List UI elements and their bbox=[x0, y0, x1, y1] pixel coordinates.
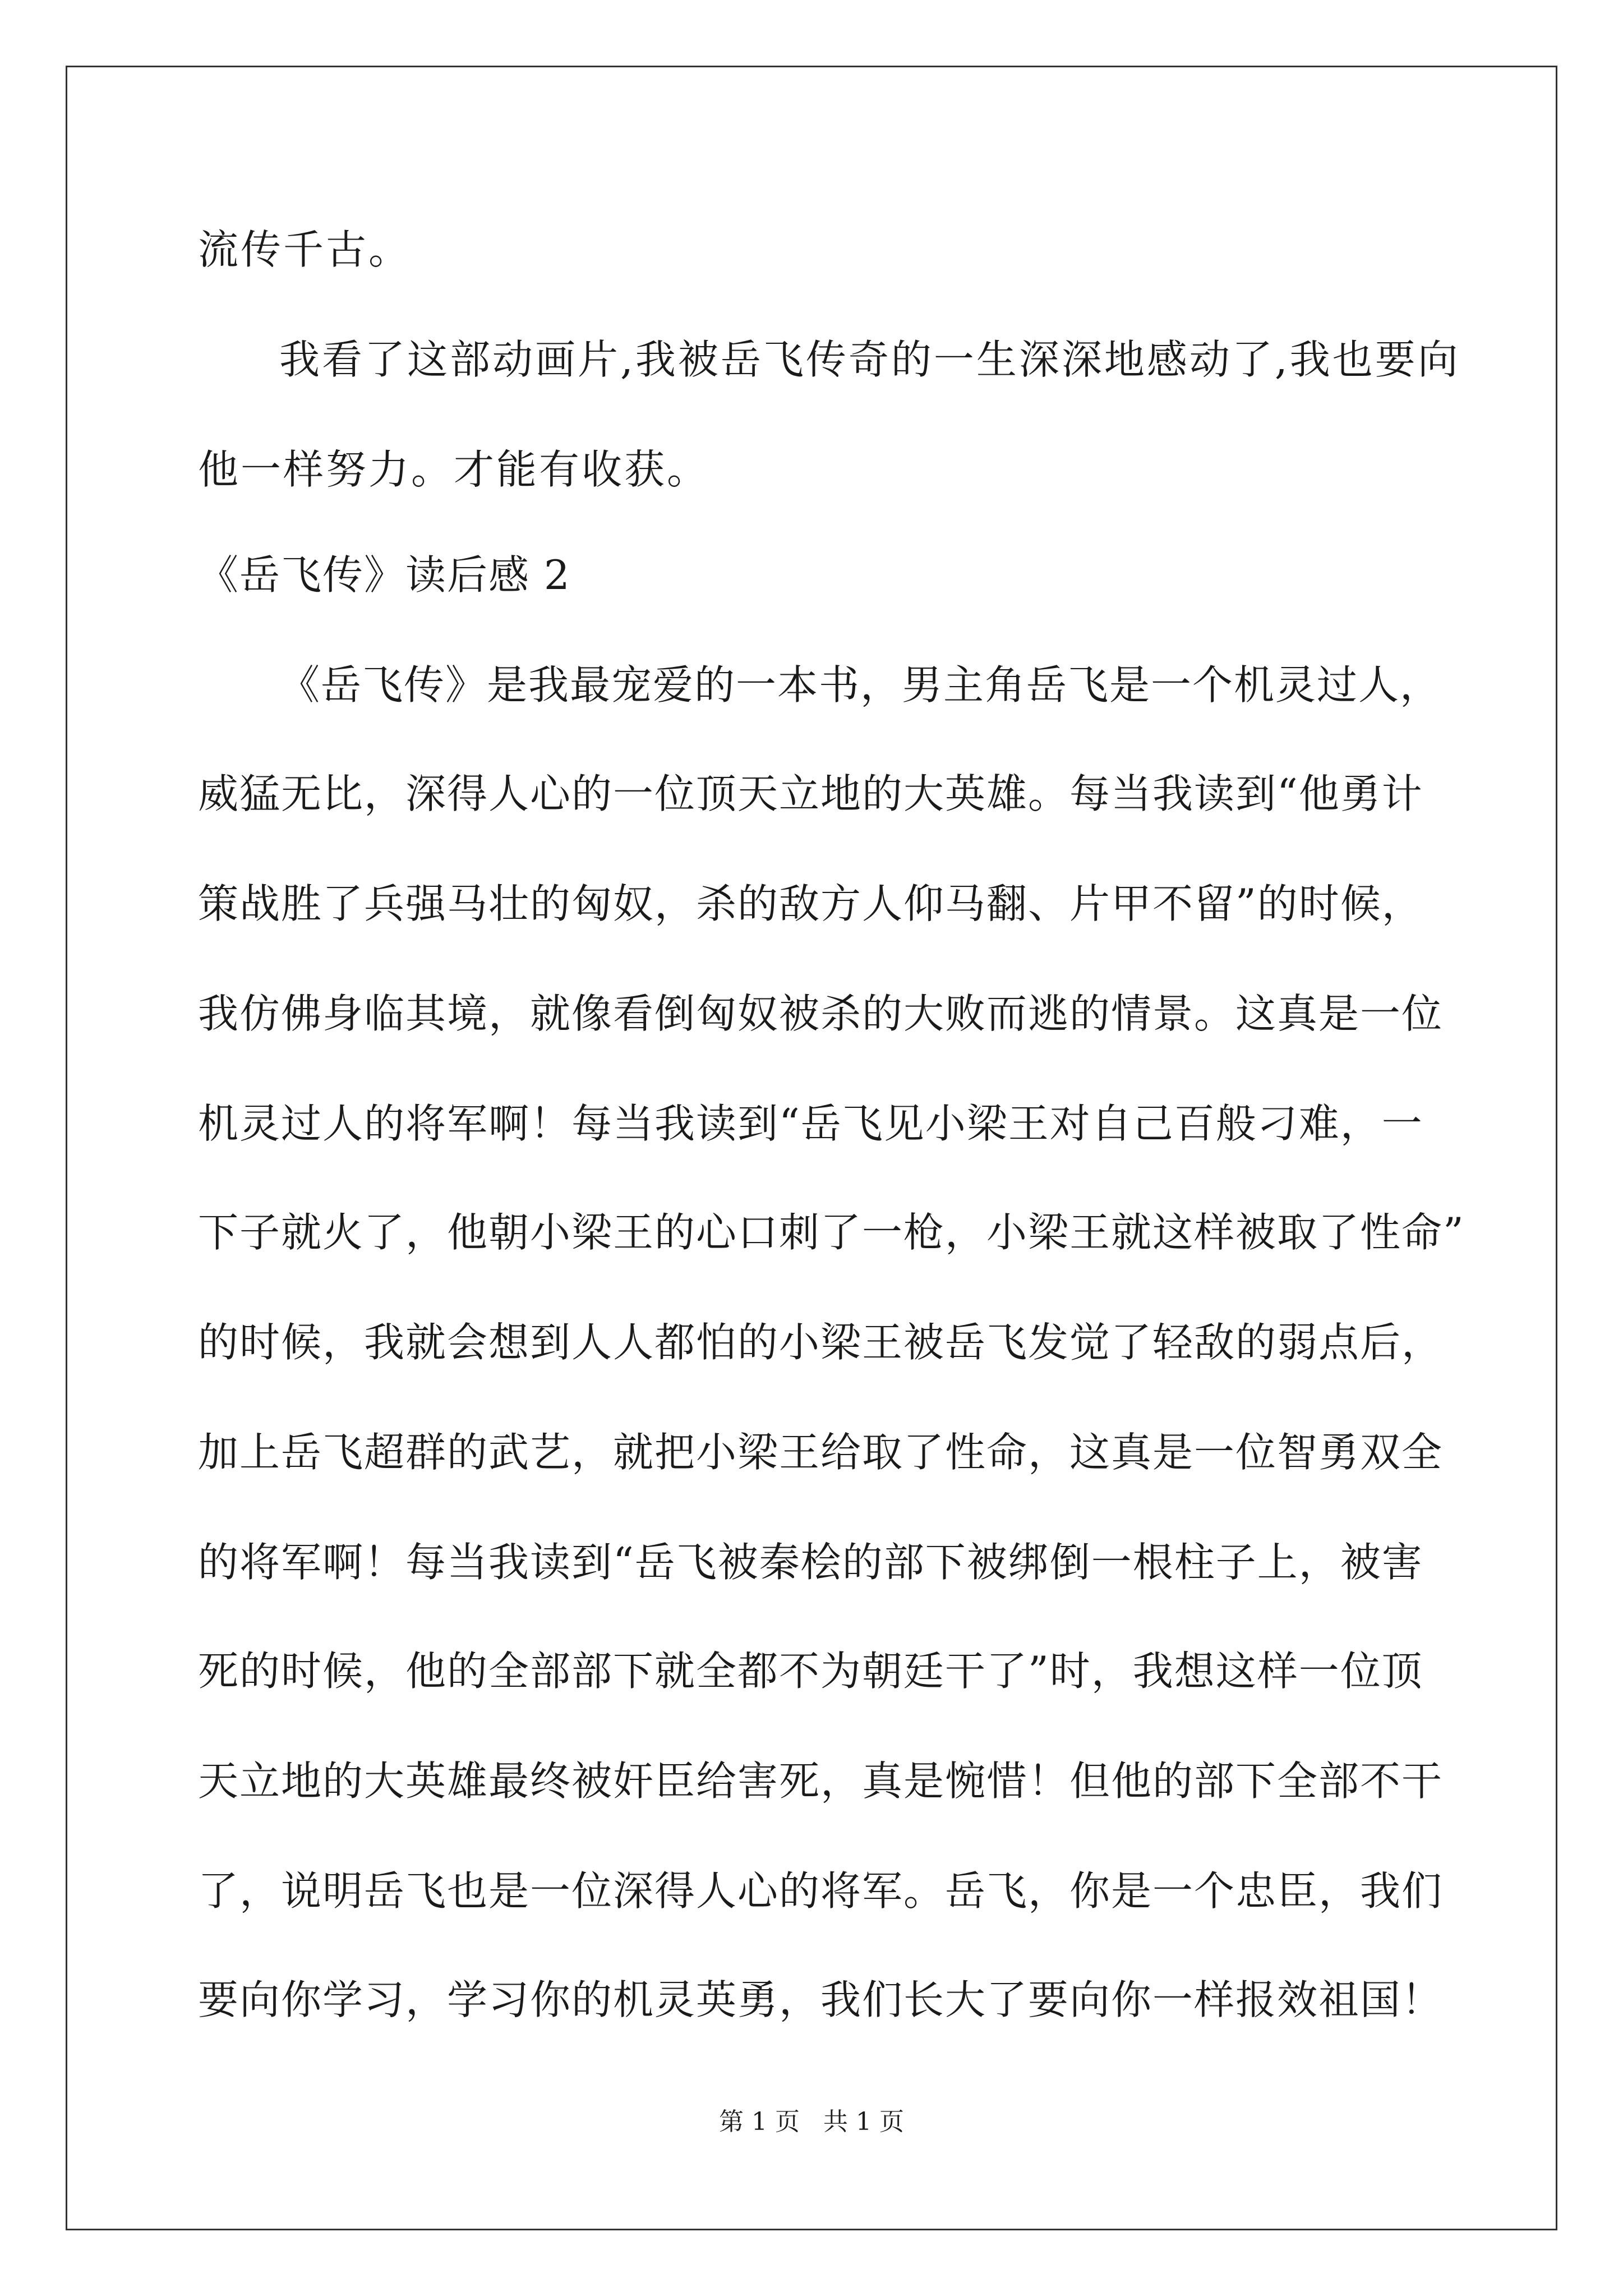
text-line-8: 我仿佛身临其境，就像看倒匈奴被杀的大败而逃的情景。这真是一位 bbox=[198, 990, 1444, 1037]
text-line-7: 策战胜了兵强马壮的匈奴，杀的敌方人仰马翻、片甲不留”的时候， bbox=[198, 880, 1423, 927]
text-line-1: 流传千古。 bbox=[198, 226, 412, 273]
text-line-12: 加上岳飞超群的武艺，就把小梁王给取了性命，这真是一位智勇双全 bbox=[198, 1429, 1444, 1476]
text-line-14: 死的时候，他的全部部下就全都不为朝廷干了”时，我想这样一位顶 bbox=[198, 1648, 1423, 1695]
text-line-6: 威猛无比，深得人心的一位顶天立地的大英雄。每当我读到“他勇计 bbox=[198, 770, 1423, 817]
page-number-footer: 第 1 页 共 1 页 bbox=[719, 2108, 904, 2136]
text-line-11: 的时候，我就会想到人人都怕的小梁王被岳飞发觉了轻敌的弱点后， bbox=[198, 1319, 1444, 1366]
text-line-9: 机灵过人的将军啊！每当我读到“岳飞见小梁王对自己百般刁难，一 bbox=[198, 1100, 1423, 1147]
text-line-3: 他一样努力。才能有收获。 bbox=[198, 446, 710, 493]
text-line-10: 下子就火了，他朝小梁王的心口刺了一枪，小梁王就这样被取了性命” bbox=[198, 1209, 1465, 1256]
text-line-16: 了，说明岳飞也是一位深得人心的将军。岳飞，你是一个忠臣，我们 bbox=[198, 1867, 1444, 1915]
text-line-5: 《岳飞传》是我最宠爱的一本书，男主角岳飞是一个机灵过人， bbox=[279, 661, 1442, 708]
text-line-17: 要向你学习，学习你的机灵英勇，我们长大了要向你一样报效祖国！ bbox=[198, 1976, 1444, 2023]
text-line-13: 的将军啊！每当我读到“岳飞被秦桧的部下被绑倒一根柱子上，被害 bbox=[198, 1539, 1423, 1586]
text-line-2: 我看了这部动画片,我被岳飞传奇的一生深深地感动了,我也要向 bbox=[279, 336, 1460, 383]
section-heading: 《岳飞传》读后感 2 bbox=[198, 551, 571, 599]
text-line-15: 天立地的大英雄最终被奸臣给害死，真是惋惜！但他的部下全部不干 bbox=[198, 1757, 1444, 1805]
